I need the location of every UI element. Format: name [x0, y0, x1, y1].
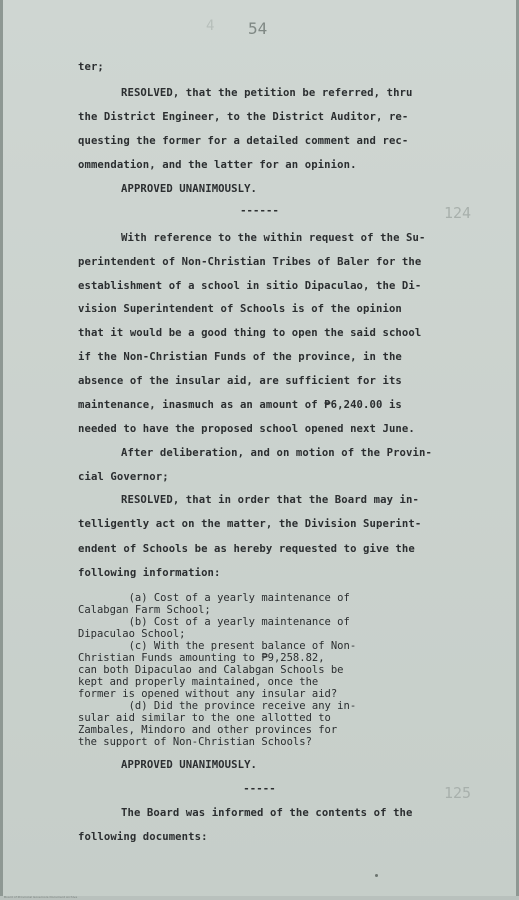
resolution-line: RESOLVED, that the petition be referred, thru	[121, 87, 413, 99]
question-line: Zambales, Mindoro and other provinces for	[78, 724, 338, 736]
text-line: endent of Schools be as hereby requested to give the	[78, 543, 415, 555]
paragraph-line: After deliberation, and on motion of the Provin-	[121, 447, 432, 459]
archive-footer: Board of Provincial Governors Document Archive	[4, 895, 78, 899]
text-line: establishment of a school in sitio Dipaculao, the Di-	[78, 280, 422, 292]
question-line: kept and properly maintained, once the	[78, 676, 319, 688]
footer-strip	[0, 896, 519, 900]
section-separator: -----	[243, 783, 276, 795]
margin-number-125: 125	[444, 784, 472, 802]
page-number: 54	[248, 19, 268, 38]
text-line: vision Superintendent of Schools is of the opinion	[78, 303, 402, 315]
text-line: the District Engineer, to the District Auditor, re-	[78, 111, 409, 123]
approval-line: APPROVED UNANIMOUSLY.	[121, 183, 258, 195]
page-edge-left	[0, 0, 3, 900]
margin-number-124: 124	[444, 204, 472, 222]
text-line: needed to have the proposed school opened next June.	[78, 423, 415, 435]
text-line: that it would be a good thing to open the said school	[78, 327, 422, 339]
approval-line: APPROVED UNANIMOUSLY.	[121, 759, 258, 771]
text-line: telligently act on the matter, the Division Superint-	[78, 518, 422, 530]
text-line: absence of the insular aid, are sufficient for its	[78, 375, 402, 387]
text-line: perintendent of Non-Christian Tribes of Baler for the	[78, 256, 422, 268]
text-line: if the Non-Christian Funds of the province, in the	[78, 351, 402, 363]
ink-spot	[375, 874, 378, 877]
question-line: (c) With the present balance of Non-	[78, 640, 357, 652]
question-line: Christian Funds amounting to ₱9,258.82,	[78, 652, 325, 664]
question-line: (b) Cost of a yearly maintenance of	[78, 616, 350, 628]
question-line: can both Dipaculao and Calabgan Schools be	[78, 664, 344, 676]
section-separator: ------	[240, 205, 279, 217]
paragraph-line: With reference to the within request of the Su-	[121, 232, 426, 244]
question-line: former is opened without any insular aid?	[78, 688, 338, 700]
paragraph-line: The Board was informed of the contents of the	[121, 807, 413, 819]
text-line: ter;	[78, 61, 104, 73]
text-line: questing the former for a detailed comment and rec-	[78, 135, 409, 147]
question-line: sular aid similar to the one allotted to	[78, 712, 331, 724]
text-line: following documents:	[78, 831, 208, 843]
resolution-line: RESOLVED, that in order that the Board may in-	[121, 494, 419, 506]
text-line: ommendation, and the latter for an opinion.	[78, 159, 357, 171]
text-line: cial Governor;	[78, 471, 169, 483]
text-line: following information:	[78, 567, 221, 579]
faint-page-number: 4	[206, 18, 215, 34]
question-line: Dipaculao School;	[78, 628, 186, 640]
question-line: the support of Non-Christian Schools?	[78, 736, 312, 748]
question-line: (a) Cost of a yearly maintenance of	[78, 592, 350, 604]
question-line: (d) Did the province receive any in-	[78, 700, 357, 712]
question-line: Calabgan Farm School;	[78, 604, 211, 616]
text-line: maintenance, inasmuch as an amount of ₱6,240.00 is	[78, 399, 402, 411]
